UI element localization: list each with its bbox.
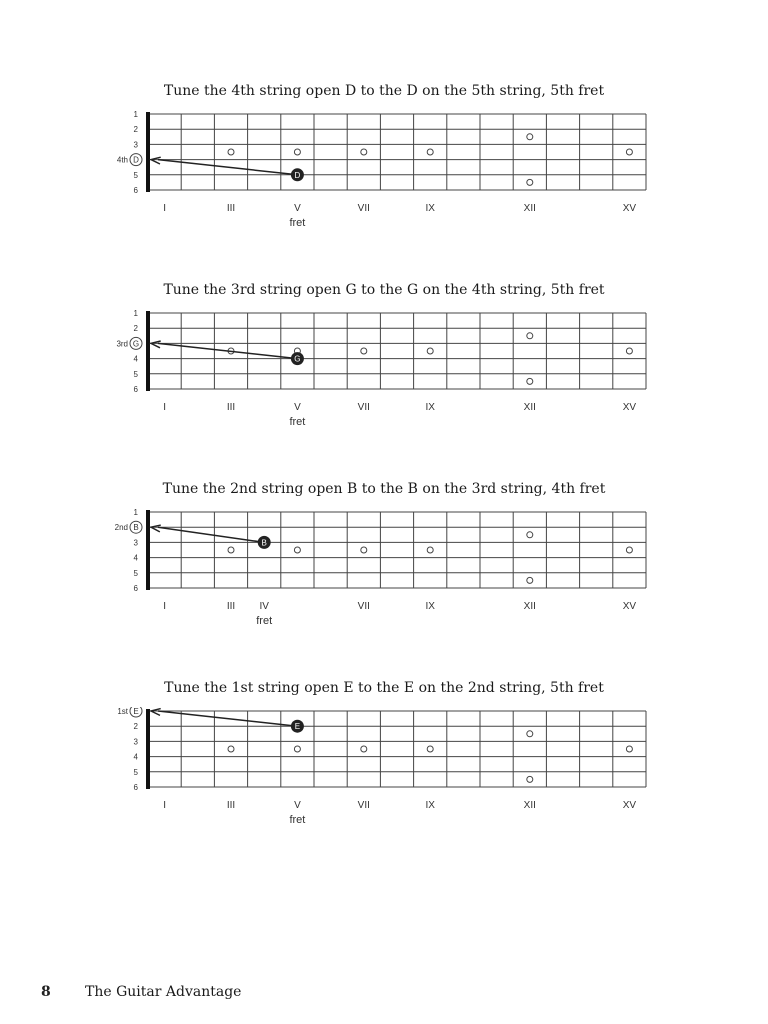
fret-marker-dot	[527, 532, 533, 538]
fret-numeral: IX	[425, 601, 435, 612]
fret-numeral: I	[163, 203, 166, 214]
fretboard-diagram	[0, 309, 768, 429]
fret-numeral: V	[294, 800, 301, 811]
fret-numeral: VII	[357, 800, 370, 811]
string-number: 2	[133, 324, 138, 334]
arrow-line	[158, 160, 297, 175]
fret-numeral: V	[294, 402, 301, 413]
fret-marker-dot	[361, 149, 367, 155]
string-number: 6	[133, 783, 138, 792]
fret-numeral: XII	[523, 601, 536, 612]
fret-marker-dot	[626, 149, 632, 155]
string-number: 2	[133, 722, 138, 732]
string-number: 5	[133, 568, 138, 578]
fret-marker-dot	[527, 776, 533, 782]
fret-numeral: XV	[622, 402, 637, 413]
fret-caption: fret	[256, 615, 273, 627]
open-string-label: 2nd	[114, 523, 128, 533]
open-string-label: 4th	[116, 155, 128, 165]
fret-marker-dot	[361, 348, 367, 354]
fret-marker-dot	[427, 746, 433, 752]
string-number: 5	[133, 767, 138, 777]
fret-marker-dot	[228, 149, 234, 155]
fret-numeral: IX	[425, 800, 435, 811]
fretted-note-label: G	[294, 354, 301, 364]
fret-numeral: XII	[523, 800, 536, 811]
fret-marker-dot	[228, 746, 234, 752]
string-number: 3	[133, 737, 138, 747]
string-number: 6	[133, 584, 138, 593]
diagram-title: Tune the 4th string open D to the D on the 5th string, 5th fret	[163, 83, 605, 99]
open-note-label: B	[133, 523, 139, 533]
page-number: 8	[41, 984, 51, 1000]
fretted-note-label: D	[294, 170, 301, 180]
open-string-label: 3rd	[116, 339, 128, 349]
fret-caption: fret	[289, 416, 306, 428]
fret-marker-dot	[527, 179, 533, 185]
fret-numeral: VII	[357, 203, 370, 214]
fret-numeral: VII	[357, 601, 370, 612]
string-number: 3	[133, 538, 138, 548]
fret-marker-dot	[626, 348, 632, 354]
diagram-title: Tune the 1st string open E to the E on the 2nd string, 5th fret	[164, 680, 604, 696]
fret-marker-dot	[294, 547, 300, 553]
fret-marker-dot	[626, 547, 632, 553]
arrow-line	[158, 711, 297, 726]
fret-numeral: XV	[622, 800, 637, 811]
fret-numeral: XV	[622, 203, 637, 214]
arrow-head	[151, 341, 161, 348]
fret-numeral: I	[163, 402, 166, 413]
fret-marker-dot	[228, 547, 234, 553]
string-number: 5	[133, 369, 138, 379]
fret-numeral: I	[163, 601, 166, 612]
fret-numeral: IX	[425, 203, 435, 214]
arrow-line	[158, 527, 264, 542]
string-number: 5	[133, 170, 138, 180]
fret-marker-dot	[527, 134, 533, 140]
fret-numeral: I	[163, 800, 166, 811]
open-note-label: D	[133, 155, 139, 165]
fret-marker-dot	[527, 577, 533, 583]
fret-caption: fret	[289, 814, 306, 826]
string-number: 4	[133, 752, 138, 762]
string-number: 1	[133, 110, 138, 119]
book-title: The Guitar Advantage	[85, 984, 242, 1000]
fret-numeral: VII	[357, 402, 370, 413]
fret-marker-dot	[361, 746, 367, 752]
arrow-head	[151, 525, 161, 532]
string-number: 6	[133, 385, 138, 394]
fret-numeral: III	[226, 601, 236, 612]
fretboard-diagram	[0, 110, 768, 230]
fretted-note-label: E	[294, 722, 301, 732]
fret-numeral: IX	[425, 402, 435, 413]
fret-marker-dot	[527, 333, 533, 339]
fret-numeral: XII	[523, 203, 536, 214]
fret-numeral: III	[226, 402, 236, 413]
diagram-title: Tune the 3rd string open G to the G on the 4th string, 5th fret	[163, 282, 605, 298]
string-number: 1	[133, 309, 138, 318]
fretboard-diagram	[0, 508, 768, 628]
fret-marker-dot	[294, 149, 300, 155]
arrow-head	[151, 157, 161, 164]
string-number: 4	[133, 354, 138, 364]
fretted-note-label: B	[261, 538, 267, 548]
fret-marker-dot	[527, 731, 533, 737]
fret-numeral: III	[226, 203, 236, 214]
diagram-title: Tune the 2nd string open B to the B on the 3rd string, 4th fret	[162, 481, 606, 497]
arrow-head	[151, 709, 161, 716]
open-note-label: E	[133, 707, 139, 716]
fretboard-diagram	[0, 707, 768, 827]
fret-marker-dot	[294, 746, 300, 752]
fret-numeral: IV	[259, 601, 269, 612]
fret-numeral: V	[294, 203, 301, 214]
fret-numeral: XV	[622, 601, 637, 612]
fret-marker-dot	[427, 149, 433, 155]
string-number: 6	[133, 186, 138, 195]
fret-caption: fret	[289, 217, 306, 229]
string-number: 2	[133, 125, 138, 135]
fret-marker-dot	[626, 746, 632, 752]
string-number: 1	[133, 508, 138, 517]
string-number: 3	[133, 140, 138, 150]
arrow-line	[158, 343, 297, 358]
fret-marker-dot	[361, 547, 367, 553]
fret-marker-dot	[427, 348, 433, 354]
open-string-label: 1st	[117, 707, 128, 716]
string-number: 4	[133, 553, 138, 563]
open-note-label: G	[132, 339, 140, 349]
fret-numeral: III	[226, 800, 236, 811]
fret-numeral: XII	[523, 402, 536, 413]
fret-marker-dot	[527, 378, 533, 384]
fret-marker-dot	[427, 547, 433, 553]
